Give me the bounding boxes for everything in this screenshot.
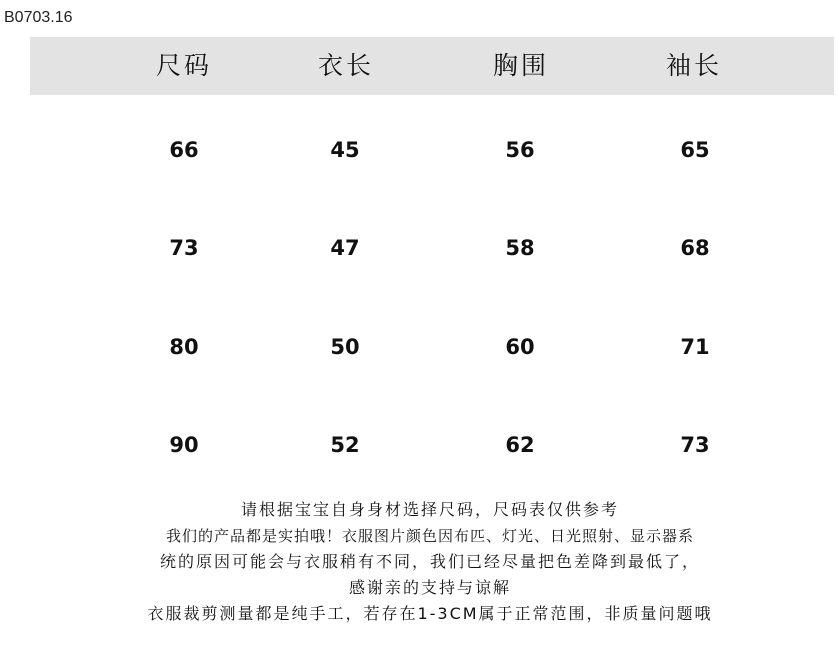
cell-sleeve: 65 (680, 138, 710, 162)
note-line-4: 感谢亲的支持与谅解 (348, 578, 511, 597)
cell-size: 80 (169, 335, 199, 359)
size-row-4 (0, 425, 839, 465)
product-code: B0703.16 (4, 9, 73, 26)
cell-size: 66 (169, 138, 199, 162)
cell-sleeve: 71 (680, 335, 710, 359)
cell-length: 52 (330, 433, 360, 457)
cell-chest: 56 (505, 138, 535, 162)
header-length: 衣长 (317, 51, 374, 80)
cell-sleeve: 73 (680, 433, 710, 457)
cell-chest: 60 (505, 335, 535, 359)
header-sleeve: 袖长 (665, 51, 722, 80)
size-row-3 (0, 327, 839, 367)
cell-length: 50 (330, 335, 360, 359)
size-notes (40, 497, 820, 627)
size-table-header (30, 37, 834, 95)
cell-chest: 62 (505, 433, 535, 457)
size-row-2 (0, 228, 839, 268)
cell-length: 47 (330, 236, 360, 260)
cell-chest: 58 (505, 236, 535, 260)
cell-size: 73 (169, 236, 199, 260)
cell-length: 45 (330, 138, 360, 162)
cell-sleeve: 68 (680, 236, 710, 260)
cell-size: 90 (169, 433, 199, 457)
note-line-1: 请根据宝宝自身身材选择尺码，尺码表仅供参考 (240, 500, 619, 519)
note-line-5: 衣服裁剪测量都是纯手工，若存在1-3CM属于正常范围，非质量问题哦 (147, 604, 713, 623)
header-size: 尺码 (155, 51, 212, 80)
note-line-3: 统的原因可能会与衣服稍有不同，我们已经尽量把色差降到最低了， (159, 552, 700, 571)
header-chest: 胸围 (492, 51, 549, 80)
size-row-1 (0, 130, 839, 170)
note-line-2: 我们的产品都是实拍哦！衣服图片颜色因布匹、灯光、日光照射、显示器系 (165, 527, 694, 545)
